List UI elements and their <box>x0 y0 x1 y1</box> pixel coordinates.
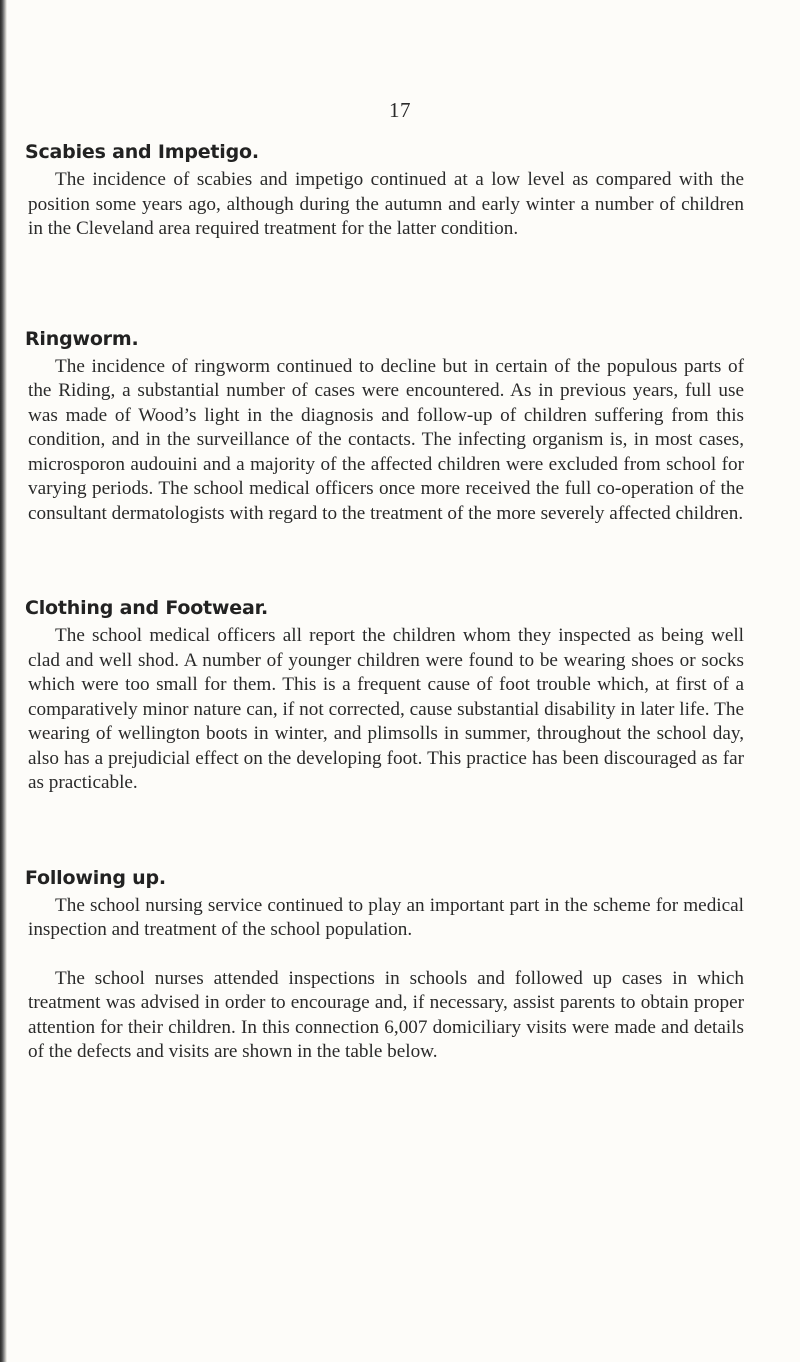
section-paragraph: The incidence of scabies and impetigo continued at a low level as compared with the position some years ago, although during the autumn and early winter a number of children in the Cleveland area required treatment for the latter condition. <box>28 169 744 239</box>
section-ringworm <box>25 327 744 527</box>
section-paragraph: The school nursing service continued to play an important part in the scheme for medical inspection and treatment of the school population. <box>28 894 744 940</box>
section-scabies-impetigo <box>25 140 744 242</box>
section-heading: Ringworm. <box>25 327 139 350</box>
section-heading: Following up. <box>25 866 166 889</box>
section-paragraph: The incidence of ringworm continued to decline but in certain of the populous parts of the Riding, a substantial number of cases were encountered. As in previous years, full use was made of Wood’s light in the diagnosis and follow-up of children suffering from this condition, and in the surveillance of the contacts. The infecting organism is, in most cases, microsporon audouini and a majority of the affected children were excluded from school for varying periods. The school medical officers once more received the full co-operation of the consultant dermatologists with regard to the treatment of the more severely affected children. <box>28 355 744 524</box>
section-paragraph: The school medical officers all report the children whom they inspected as being well clad and well shod. A number of younger children were found to be wearing shoes or socks which were too small for them. This is a frequent cause of foot trouble which, at first of a comparatively minor nature can, if not corrected, cause substantial disability in later life. The wearing of wellington boots in winter, and plimsolls in summer, throughout the school day, also has a prejudicial effect on the developing foot. This practice has been discouraged as far as practicable. <box>28 625 744 793</box>
section-clothing-footwear <box>25 596 744 796</box>
section-heading: Clothing and Footwear. <box>25 597 269 619</box>
page-binding-edge <box>0 0 7 1362</box>
page-number: 17 <box>389 98 411 122</box>
page-content <box>25 140 744 1065</box>
section-heading: Scabies and Impetigo. <box>25 141 259 163</box>
section-paragraph: The school nurses attended inspections in schools and followed up cases in which treatment was advised in order to encourage and, if necessary, assist parents to obtain proper attention for their children. In this connection 6,007 domiciliary visits were made and details of the defects and visits are shown in the table below. <box>28 967 744 1062</box>
section-following-up <box>25 866 744 1065</box>
